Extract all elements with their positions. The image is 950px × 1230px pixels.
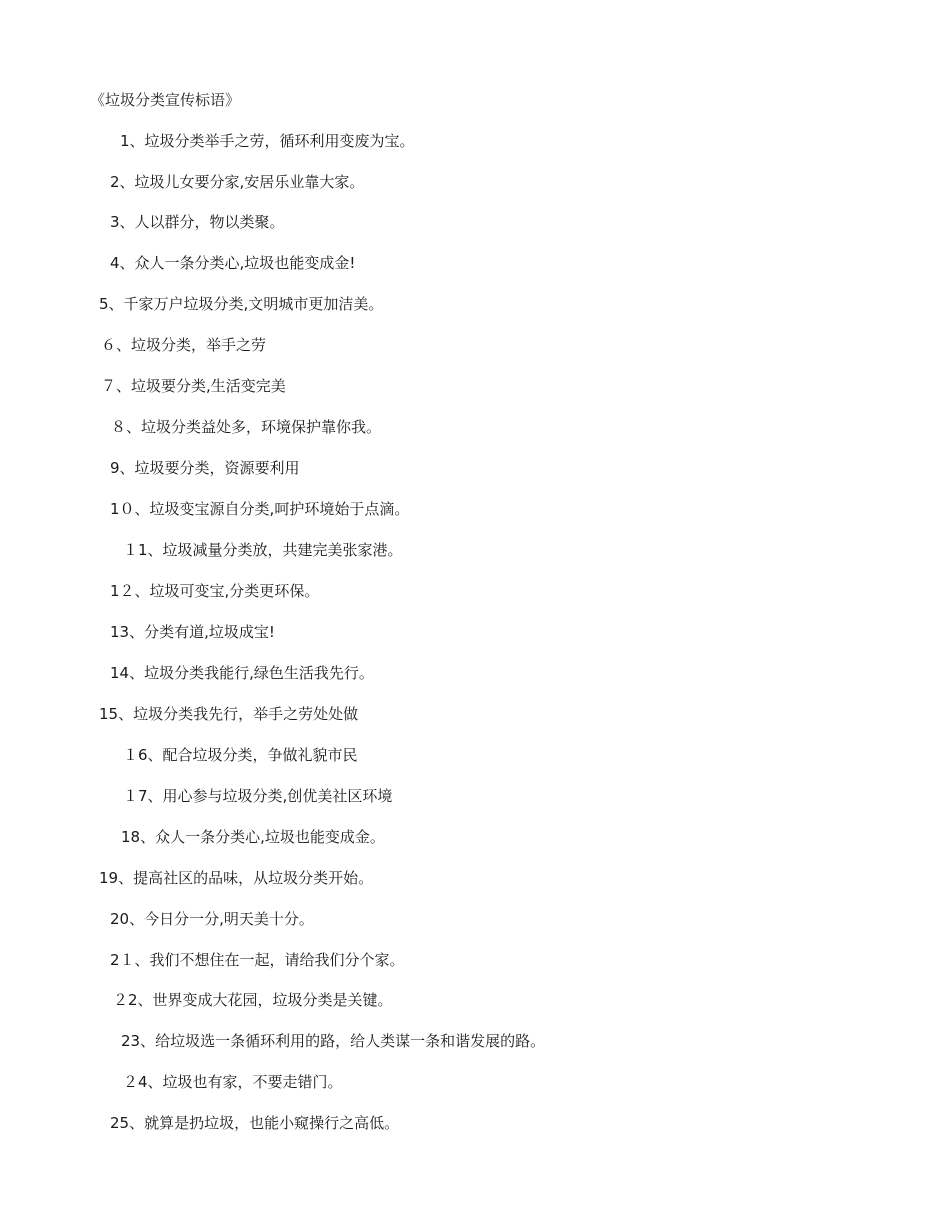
slogan-line: 3、人以群分，物以类聚。 xyxy=(110,213,285,231)
slogan-line: 14、垃圾分类我能行,绿色生活我先行。 xyxy=(110,664,374,682)
slogan-line: 2１、我们不想住在一起，请给我们分个家。 xyxy=(110,951,405,969)
slogan-line: 1０、垃圾变宝源自分类,呵护环境始于点滴。 xyxy=(110,500,410,518)
slogan-line: ８、垃圾分类益处多，环境保护靠你我。 xyxy=(111,418,382,436)
slogan-line: 23、给垃圾选一条循环利用的路，给人类谋一条和谐发展的路。 xyxy=(121,1032,546,1050)
slogan-line: ２2、世界变成大花园，垃圾分类是关键。 xyxy=(113,991,393,1009)
slogan-line: 4、众人一条分类心,垃圾也能变成金! xyxy=(110,254,356,272)
slogan-line: ６、垃圾分类，举手之劳 xyxy=(101,336,267,354)
slogan-line: 25、就算是扔垃圾，也能小窥操行之高低。 xyxy=(110,1114,400,1132)
slogan-line: １7、用心参与垃圾分类,创优美社区环境 xyxy=(123,787,393,805)
slogan-line: １1、垃圾减量分类放，共建完美张家港。 xyxy=(123,541,403,559)
slogan-line: 5、千家万户垃圾分类,文明城市更加洁美。 xyxy=(99,295,384,313)
slogan-line: 19、提高社区的品味，从垃圾分类开始。 xyxy=(99,869,374,887)
slogan-line: 1２、垃圾可变宝,分类更环保。 xyxy=(110,582,320,600)
slogan-line: 15、垃圾分类我先行，举手之劳处处做 xyxy=(99,705,359,723)
slogan-line: ７、垃圾要分类,生活变完美 xyxy=(101,377,286,395)
slogan-line: 9、垃圾要分类，资源要利用 xyxy=(110,459,300,477)
slogan-line: 13、分类有道,垃圾成宝! xyxy=(110,623,275,641)
document-title: 《垃圾分类宣传标语》 xyxy=(90,91,241,109)
slogan-line: 1、垃圾分类举手之劳，循环利用变废为宝。 xyxy=(120,132,415,150)
slogan-line: 2、垃圾儿女要分家,安居乐业靠大家。 xyxy=(110,173,365,191)
slogan-line: 18、众人一条分类心,垃圾也能变成金。 xyxy=(121,828,385,846)
slogan-line: 20、今日分一分,明天美十分。 xyxy=(110,910,314,928)
slogan-line: １6、配合垃圾分类，争做礼貌市民 xyxy=(123,746,358,764)
slogan-line: ２4、垃圾也有家，不要走错门。 xyxy=(123,1073,343,1091)
